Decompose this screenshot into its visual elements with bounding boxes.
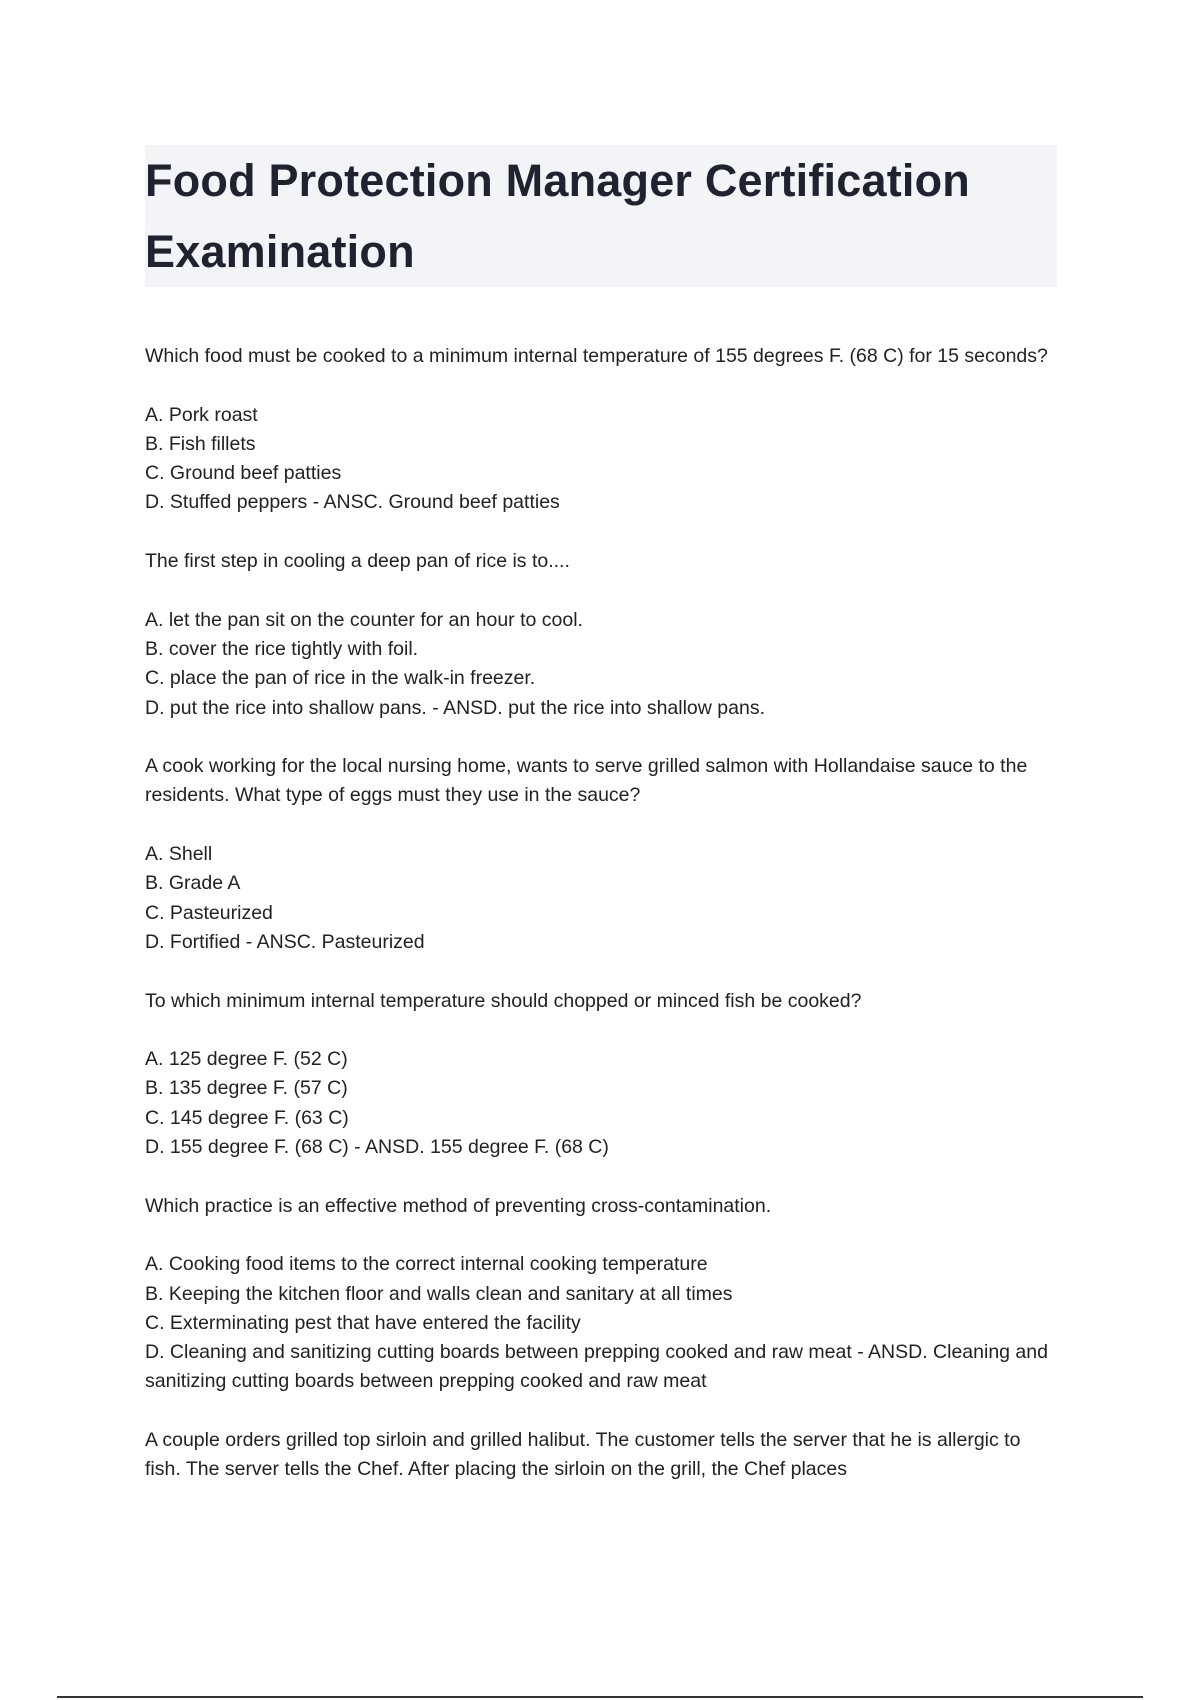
question-list	[145, 342, 1060, 1514]
question-block	[145, 547, 1060, 723]
option-item: D. Stuffed peppers - ANSC. Ground beef patties	[145, 491, 560, 514]
question-text: To which minimum internal temperature should chopped or minced fish be cooked?	[145, 989, 862, 1012]
question-text: Which practice is an effective method of preventing cross-contamination.	[145, 1194, 772, 1217]
option-item: C. Ground beef patties	[145, 462, 342, 485]
option-list	[145, 401, 1060, 518]
option-item: B. cover the rice tightly with foil.	[145, 637, 419, 660]
option-list	[145, 606, 1060, 723]
option-item: D. put the rice into shallow pans. - ANSD. put the rice into shallow pans.	[145, 696, 765, 719]
title-box	[145, 145, 1057, 287]
question-block	[145, 752, 1060, 957]
option-list	[145, 1250, 1060, 1396]
option-item: A. Shell	[145, 843, 213, 866]
option-item: B. Grade A	[145, 872, 241, 895]
question-block	[145, 342, 1060, 518]
option-item: D. 155 degree F. (68 C) - ANSD. 155 degree F. (68 C)	[145, 1136, 609, 1159]
question-text: A cook working for the local nursing home, wants to serve grilled salmon with Hollandaise sauce to the residents. What type of eggs must they use in the sauce?	[145, 755, 1028, 807]
question-block	[145, 987, 1060, 1163]
option-item: B. 135 degree F. (57 C)	[145, 1077, 348, 1100]
question-block	[145, 1192, 1060, 1397]
page-bottom-rule	[57, 1696, 1143, 1698]
option-item: A. let the pan sit on the counter for an hour to cool.	[145, 608, 583, 631]
option-item: C. Pasteurized	[145, 901, 273, 924]
option-item: A. Cooking food items to the correct internal cooking temperature	[145, 1253, 708, 1276]
question-text: Which food must be cooked to a minimum internal temperature of 155 degrees F. (68 C) for 15 seconds?	[145, 345, 1048, 367]
option-item: A. Pork roast	[145, 403, 258, 426]
option-item: D. Cleaning and sanitizing cutting boards between prepping cooked and raw meat - ANSD. Cleaning and sanitizing cutting boards between prepping cooked and raw meat	[145, 1341, 1048, 1393]
option-item: D. Fortified - ANSC. Pasteurized	[145, 930, 425, 953]
question-text: A couple orders grilled top sirloin and grilled halibut. The customer tells the server that he is allergic to fish. The server tells the Chef. After placing the sirloin on the grill, the Chef places	[145, 1428, 1021, 1481]
option-list	[145, 1045, 1060, 1162]
question-text: The first step in cooling a deep pan of rice is to....	[145, 550, 570, 573]
option-item: A. 125 degree F. (52 C)	[145, 1048, 348, 1071]
option-item: C. place the pan of rice in the walk-in freezer.	[145, 667, 536, 690]
option-item: B. Keeping the kitchen floor and walls clean and sanitary at all times	[145, 1282, 733, 1305]
option-item: B. Fish fillets	[145, 432, 256, 455]
question-block	[145, 1426, 1060, 1485]
option-list	[145, 840, 1060, 957]
option-item: C. Exterminating pest that have entered the facility	[145, 1311, 581, 1334]
option-item: C. 145 degree F. (63 C)	[145, 1106, 349, 1129]
document-title: Food Protection Manager Certification Examination	[145, 155, 970, 277]
